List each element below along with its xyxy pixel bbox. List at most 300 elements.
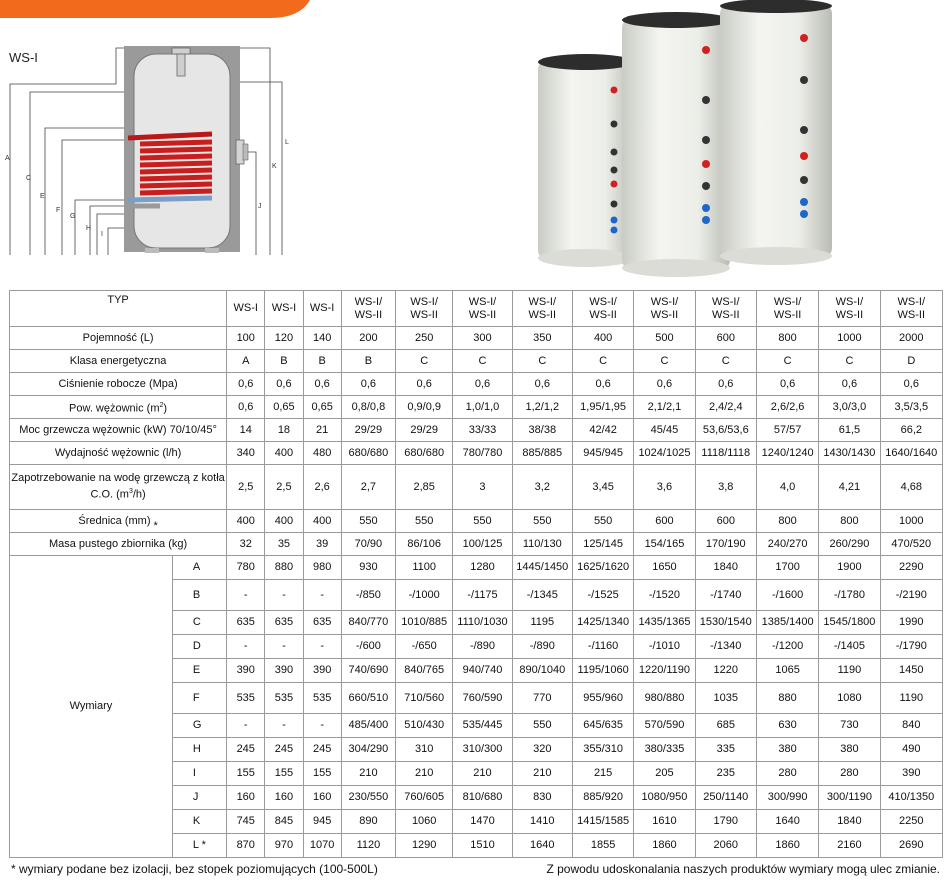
value-cell: C [695,350,756,373]
value-cell: 600 [695,327,756,350]
value-cell: - [227,714,265,738]
value-cell: 2,5 [265,465,303,510]
value-cell: 21 [303,419,341,442]
value-cell: 29/29 [396,419,453,442]
type-cell: WS-I/ WS-II [819,291,880,327]
value-cell: 300/990 [756,786,818,810]
value-cell: 160 [227,786,265,810]
type-cell: WS-I [227,291,265,327]
dimension-key: L * [172,834,226,858]
value-cell: 1024/1025 [634,442,695,465]
dim-letter-f: F [56,207,61,214]
value-cell: 535 [265,683,303,714]
row-label: Pow. wężownic $(m^2)$ [10,396,227,419]
value-cell: 1790 [695,810,756,834]
value-cell: 1625/1620 [572,556,633,580]
value-cell: 1110/1030 [453,611,512,635]
value-cell: 740/690 [341,659,395,683]
value-cell: - [303,580,341,611]
value-cell: 0,65 [303,396,341,419]
dim-letter-c: C [26,175,32,182]
value-cell: 2,6/2,6 [756,396,818,419]
value-cell: 300/1190 [819,786,880,810]
value-cell: 870 [227,834,265,858]
value-cell: 0,65 [265,396,303,419]
value-cell: -/1790 [880,635,942,659]
product-photo-tanks [510,0,940,280]
value-cell: 210 [396,762,453,786]
value-cell: B [341,350,395,373]
value-cell: 155 [303,762,341,786]
dimension-key: I [172,762,226,786]
value-cell: 3,0/3,0 [819,396,880,419]
value-cell: -/1600 [756,580,818,611]
value-cell: -/1010 [634,635,695,659]
value-cell: 3,8 [695,465,756,510]
value-cell: 930 [341,556,395,580]
value-cell: 1195 [512,611,572,635]
value-cell: 840/765 [396,659,453,683]
value-cell: 1430/1430 [819,442,880,465]
value-cell: 1650 [634,556,695,580]
value-cell: -/1525 [572,580,633,611]
dim-letter-a: A [5,155,10,162]
value-cell: 250 [396,327,453,350]
value-cell: 390 [880,762,942,786]
specification-table [9,290,943,858]
value-cell: 3,45 [572,465,633,510]
value-cell: 2,1/2,1 [634,396,695,419]
value-cell: 1425/1340 [572,611,633,635]
value-cell: 400 [572,327,633,350]
value-cell: 39 [303,533,341,556]
value-cell: 340 [227,442,265,465]
value-cell: 0,6 [819,373,880,396]
value-cell: 0,8/0,8 [341,396,395,419]
value-cell: 4,68 [880,465,942,510]
value-cell: C [396,350,453,373]
value-cell: 320 [512,738,572,762]
spec-row [10,442,943,465]
spec-row [10,465,943,510]
value-cell: 1840 [819,810,880,834]
footnote-dimensions: * wymiary podane bez izolacji, bez stopek poziomujących (100-500L) [11,862,378,876]
value-cell: 0,6 [572,373,633,396]
value-cell: 980 [303,556,341,580]
value-cell: 100 [227,327,265,350]
value-cell: -/850 [341,580,395,611]
value-cell: 1120 [341,834,395,858]
value-cell: 310 [396,738,453,762]
type-cell: WS-I/ WS-II [396,291,453,327]
value-cell: 945/945 [572,442,633,465]
value-cell: 155 [265,762,303,786]
value-cell: 535/445 [453,714,512,738]
value-cell: 170/190 [695,533,756,556]
value-cell: 1000 [819,327,880,350]
value-cell: 3 [453,465,512,510]
spec-row [10,373,943,396]
value-cell: 880 [265,556,303,580]
value-cell: 2,4/2,4 [695,396,756,419]
value-cell: 1435/1365 [634,611,695,635]
value-cell: 250/1140 [695,786,756,810]
value-cell: D [880,350,942,373]
header-row [10,291,943,327]
hot-coil [128,134,212,193]
value-cell: B [303,350,341,373]
value-cell: 215 [572,762,633,786]
value-cell: 0,6 [341,373,395,396]
dim-letter-j: J [258,203,262,210]
value-cell: 1470 [453,810,512,834]
value-cell: 3,6 [634,465,695,510]
value-cell: 70/90 [341,533,395,556]
value-cell: 3,5/3,5 [880,396,942,419]
value-cell: 890/1040 [512,659,572,683]
value-cell: 1,2/1,2 [512,396,572,419]
value-cell: 535 [227,683,265,714]
value-cell: 2290 [880,556,942,580]
dimension-key: G [172,714,226,738]
dim-letter-k: K [272,163,277,170]
value-cell: 2000 [880,327,942,350]
value-cell: 260/290 [819,533,880,556]
value-cell: 1385/1400 [756,611,818,635]
value-cell: 1640 [512,834,572,858]
value-cell: 200 [341,327,395,350]
value-cell: -/600 [341,635,395,659]
value-cell: 885/885 [512,442,572,465]
tank-cross-section-diagram [0,40,300,265]
value-cell: 630 [756,714,818,738]
value-cell: -/1000 [396,580,453,611]
row-label: Zapotrzebowanie na wodę grzewczą z kotła C.O. $(m^3/h)$ [10,465,227,510]
value-cell: 240/270 [756,533,818,556]
value-cell: 1990 [880,611,942,635]
row-label: Moc grzewcza wężownic (kW) 70/10/45° [10,419,227,442]
dimension-key: E [172,659,226,683]
value-cell: 980/880 [634,683,695,714]
value-cell: 1900 [819,556,880,580]
value-cell: 0,6 [303,373,341,396]
value-cell: 0,6 [756,373,818,396]
top-orange-accent [0,0,320,18]
value-cell: 550 [453,510,512,533]
value-cell: 600 [634,510,695,533]
value-cell: 745 [227,810,265,834]
value-cell: 880 [756,683,818,714]
value-cell: 0,6 [880,373,942,396]
value-cell: 400 [265,510,303,533]
value-cell: 45/45 [634,419,695,442]
dimension-key: H [172,738,226,762]
value-cell: 350 [512,327,572,350]
value-cell: 1220 [695,659,756,683]
value-cell: 1000 [880,510,942,533]
dimension-row [10,556,943,580]
row-label: Masa pustego zbiornika (kg) [10,533,227,556]
value-cell: 33/33 [453,419,512,442]
value-cell: 2,6 [303,465,341,510]
value-cell: 1640/1640 [880,442,942,465]
value-cell: 1700 [756,556,818,580]
dim-letter-i: I [101,231,103,238]
type-cell: WS-I [265,291,303,327]
value-cell: -/1175 [453,580,512,611]
value-cell: 1,95/1,95 [572,396,633,419]
value-cell: 335 [695,738,756,762]
type-cell: WS-I/ WS-II [634,291,695,327]
value-cell: -/650 [396,635,453,659]
value-cell: 160 [265,786,303,810]
value-cell: 400 [227,510,265,533]
value-cell: C [634,350,695,373]
value-cell: 510/430 [396,714,453,738]
value-cell: 2690 [880,834,942,858]
type-cell: WS-I [303,291,341,327]
row-label: Pojemność (L) [10,327,227,350]
value-cell: -/1345 [512,580,572,611]
value-cell: 57/57 [756,419,818,442]
value-cell: -/2190 [880,580,942,611]
value-cell: 0,6 [227,396,265,419]
dim-letter-l: L [285,139,289,146]
value-cell: 840 [880,714,942,738]
value-cell: 1060 [396,810,453,834]
value-cell: 0,6 [453,373,512,396]
value-cell: 210 [512,762,572,786]
row-label: Wydajność wężownic (l/h) [10,442,227,465]
value-cell: 160 [303,786,341,810]
type-cell: WS-I/ WS-II [572,291,633,327]
value-cell: 1415/1585 [572,810,633,834]
value-cell: 0,6 [634,373,695,396]
value-cell: 100/125 [453,533,512,556]
value-cell: 210 [453,762,512,786]
dim-letter-h: H [86,225,92,232]
value-cell: 1065 [756,659,818,683]
type-cell: WS-I/ WS-II [453,291,512,327]
footnote-disclaimer: Z powodu udoskonalania naszych produktów wymiary mogą ulec zmianie. [546,862,940,876]
value-cell: 1,0/1,0 [453,396,512,419]
value-cell: 955/960 [572,683,633,714]
value-cell: 635 [265,611,303,635]
value-cell: 0,6 [512,373,572,396]
value-cell: 210 [341,762,395,786]
value-cell: 1510 [453,834,512,858]
value-cell: 66,2 [880,419,942,442]
value-cell: -/1405 [819,635,880,659]
spec-row [10,510,943,533]
value-cell: 2160 [819,834,880,858]
value-cell: 390 [227,659,265,683]
value-cell: 245 [303,738,341,762]
value-cell: 800 [756,510,818,533]
value-cell: 235 [695,762,756,786]
value-cell: 1240/1240 [756,442,818,465]
value-cell: 53,6/53,6 [695,419,756,442]
value-cell: -/890 [512,635,572,659]
value-cell: 1118/1118 [695,442,756,465]
value-cell: 1070 [303,834,341,858]
value-cell: 635 [227,611,265,635]
value-cell: 780 [227,556,265,580]
value-cell: 310/300 [453,738,512,762]
value-cell: 1855 [572,834,633,858]
value-cell: -/1340 [695,635,756,659]
value-cell: 155 [227,762,265,786]
value-cell: 1195/1060 [572,659,633,683]
value-cell: 0,6 [265,373,303,396]
value-cell: 1840 [695,556,756,580]
value-cell: -/1160 [572,635,633,659]
value-cell: 1860 [756,834,818,858]
value-cell: 645/635 [572,714,633,738]
value-cell: 400 [303,510,341,533]
spec-row [10,327,943,350]
value-cell: C [512,350,572,373]
value-cell: 550 [341,510,395,533]
value-cell: 304/290 [341,738,395,762]
value-cell: 570/590 [634,714,695,738]
value-cell: 38/38 [512,419,572,442]
value-cell: B [265,350,303,373]
row-label: Średnica (mm) * [10,510,227,533]
value-cell: 61,5 [819,419,880,442]
typ-header: TYP [10,291,227,327]
type-cell: WS-I/ WS-II [880,291,942,327]
dimension-key: K [172,810,226,834]
dimension-key: A [172,556,226,580]
value-cell: -/1200 [756,635,818,659]
value-cell: 550 [572,510,633,533]
value-cell: 410/1350 [880,786,942,810]
value-cell: 760/605 [396,786,453,810]
value-cell: - [227,580,265,611]
value-cell: 485/400 [341,714,395,738]
value-cell: 940/740 [453,659,512,683]
value-cell: 14 [227,419,265,442]
value-cell: 1280 [453,556,512,580]
value-cell: 1610 [634,810,695,834]
value-cell: 480 [303,442,341,465]
value-cell: -/890 [453,635,512,659]
value-cell: 86/106 [396,533,453,556]
spec-row [10,350,943,373]
value-cell: 1290 [396,834,453,858]
dimension-key: D [172,635,226,659]
dim-letter-e: E [40,193,45,200]
type-cell: WS-I/ WS-II [341,291,395,327]
value-cell: - [265,580,303,611]
value-cell: 550 [512,510,572,533]
value-cell: 660/510 [341,683,395,714]
value-cell: 280 [756,762,818,786]
value-cell: 800 [819,510,880,533]
value-cell: 390 [265,659,303,683]
value-cell: - [265,635,303,659]
value-cell: 680/680 [341,442,395,465]
value-cell: 245 [227,738,265,762]
value-cell: C [819,350,880,373]
value-cell: 1445/1450 [512,556,572,580]
value-cell: 840/770 [341,611,395,635]
value-cell: - [227,635,265,659]
value-cell: 355/310 [572,738,633,762]
value-cell: 205 [634,762,695,786]
tank-small [538,54,634,267]
tank-large [720,0,832,265]
value-cell: 945 [303,810,341,834]
value-cell: 550 [396,510,453,533]
dimensions-label: Wymiary [10,556,173,858]
value-cell: 280 [819,762,880,786]
value-cell: 770 [512,683,572,714]
value-cell: 4,21 [819,465,880,510]
value-cell: 1220/1190 [634,659,695,683]
value-cell: 125/145 [572,533,633,556]
value-cell: 890 [341,810,395,834]
value-cell: 2,85 [396,465,453,510]
value-cell: -/1520 [634,580,695,611]
value-cell: 380/335 [634,738,695,762]
value-cell: 380 [756,738,818,762]
value-cell: -/1740 [695,580,756,611]
value-cell: - [303,635,341,659]
value-cell: - [265,714,303,738]
tank-medium [622,12,730,277]
type-cell: WS-I/ WS-II [512,291,572,327]
value-cell: C [453,350,512,373]
value-cell: 1010/885 [396,611,453,635]
value-cell: 110/130 [512,533,572,556]
value-cell: 2250 [880,810,942,834]
value-cell: 400 [265,442,303,465]
value-cell: 0,6 [396,373,453,396]
value-cell: 1530/1540 [695,611,756,635]
dimension-key: C [172,611,226,635]
value-cell: 1080/950 [634,786,695,810]
value-cell: 1860 [634,834,695,858]
value-cell: 535 [303,683,341,714]
value-cell: 845 [265,810,303,834]
spec-row [10,533,943,556]
value-cell: 600 [695,510,756,533]
value-cell: 1035 [695,683,756,714]
value-cell: 760/590 [453,683,512,714]
value-cell: 635 [303,611,341,635]
value-cell: 0,6 [227,373,265,396]
value-cell: 800 [756,327,818,350]
value-cell: 42/42 [572,419,633,442]
value-cell: 1410 [512,810,572,834]
value-cell: 0,6 [695,373,756,396]
value-cell: 470/520 [880,533,942,556]
value-cell: 830 [512,786,572,810]
dimension-key: F [172,683,226,714]
value-cell: 780/780 [453,442,512,465]
type-cell: WS-I/ WS-II [695,291,756,327]
value-cell: 1545/1800 [819,611,880,635]
value-cell: 1080 [819,683,880,714]
value-cell: 380 [819,738,880,762]
value-cell: 1450 [880,659,942,683]
row-label: Ciśnienie robocze (Mpa) [10,373,227,396]
value-cell: 3,2 [512,465,572,510]
value-cell: C [756,350,818,373]
value-cell: 970 [265,834,303,858]
